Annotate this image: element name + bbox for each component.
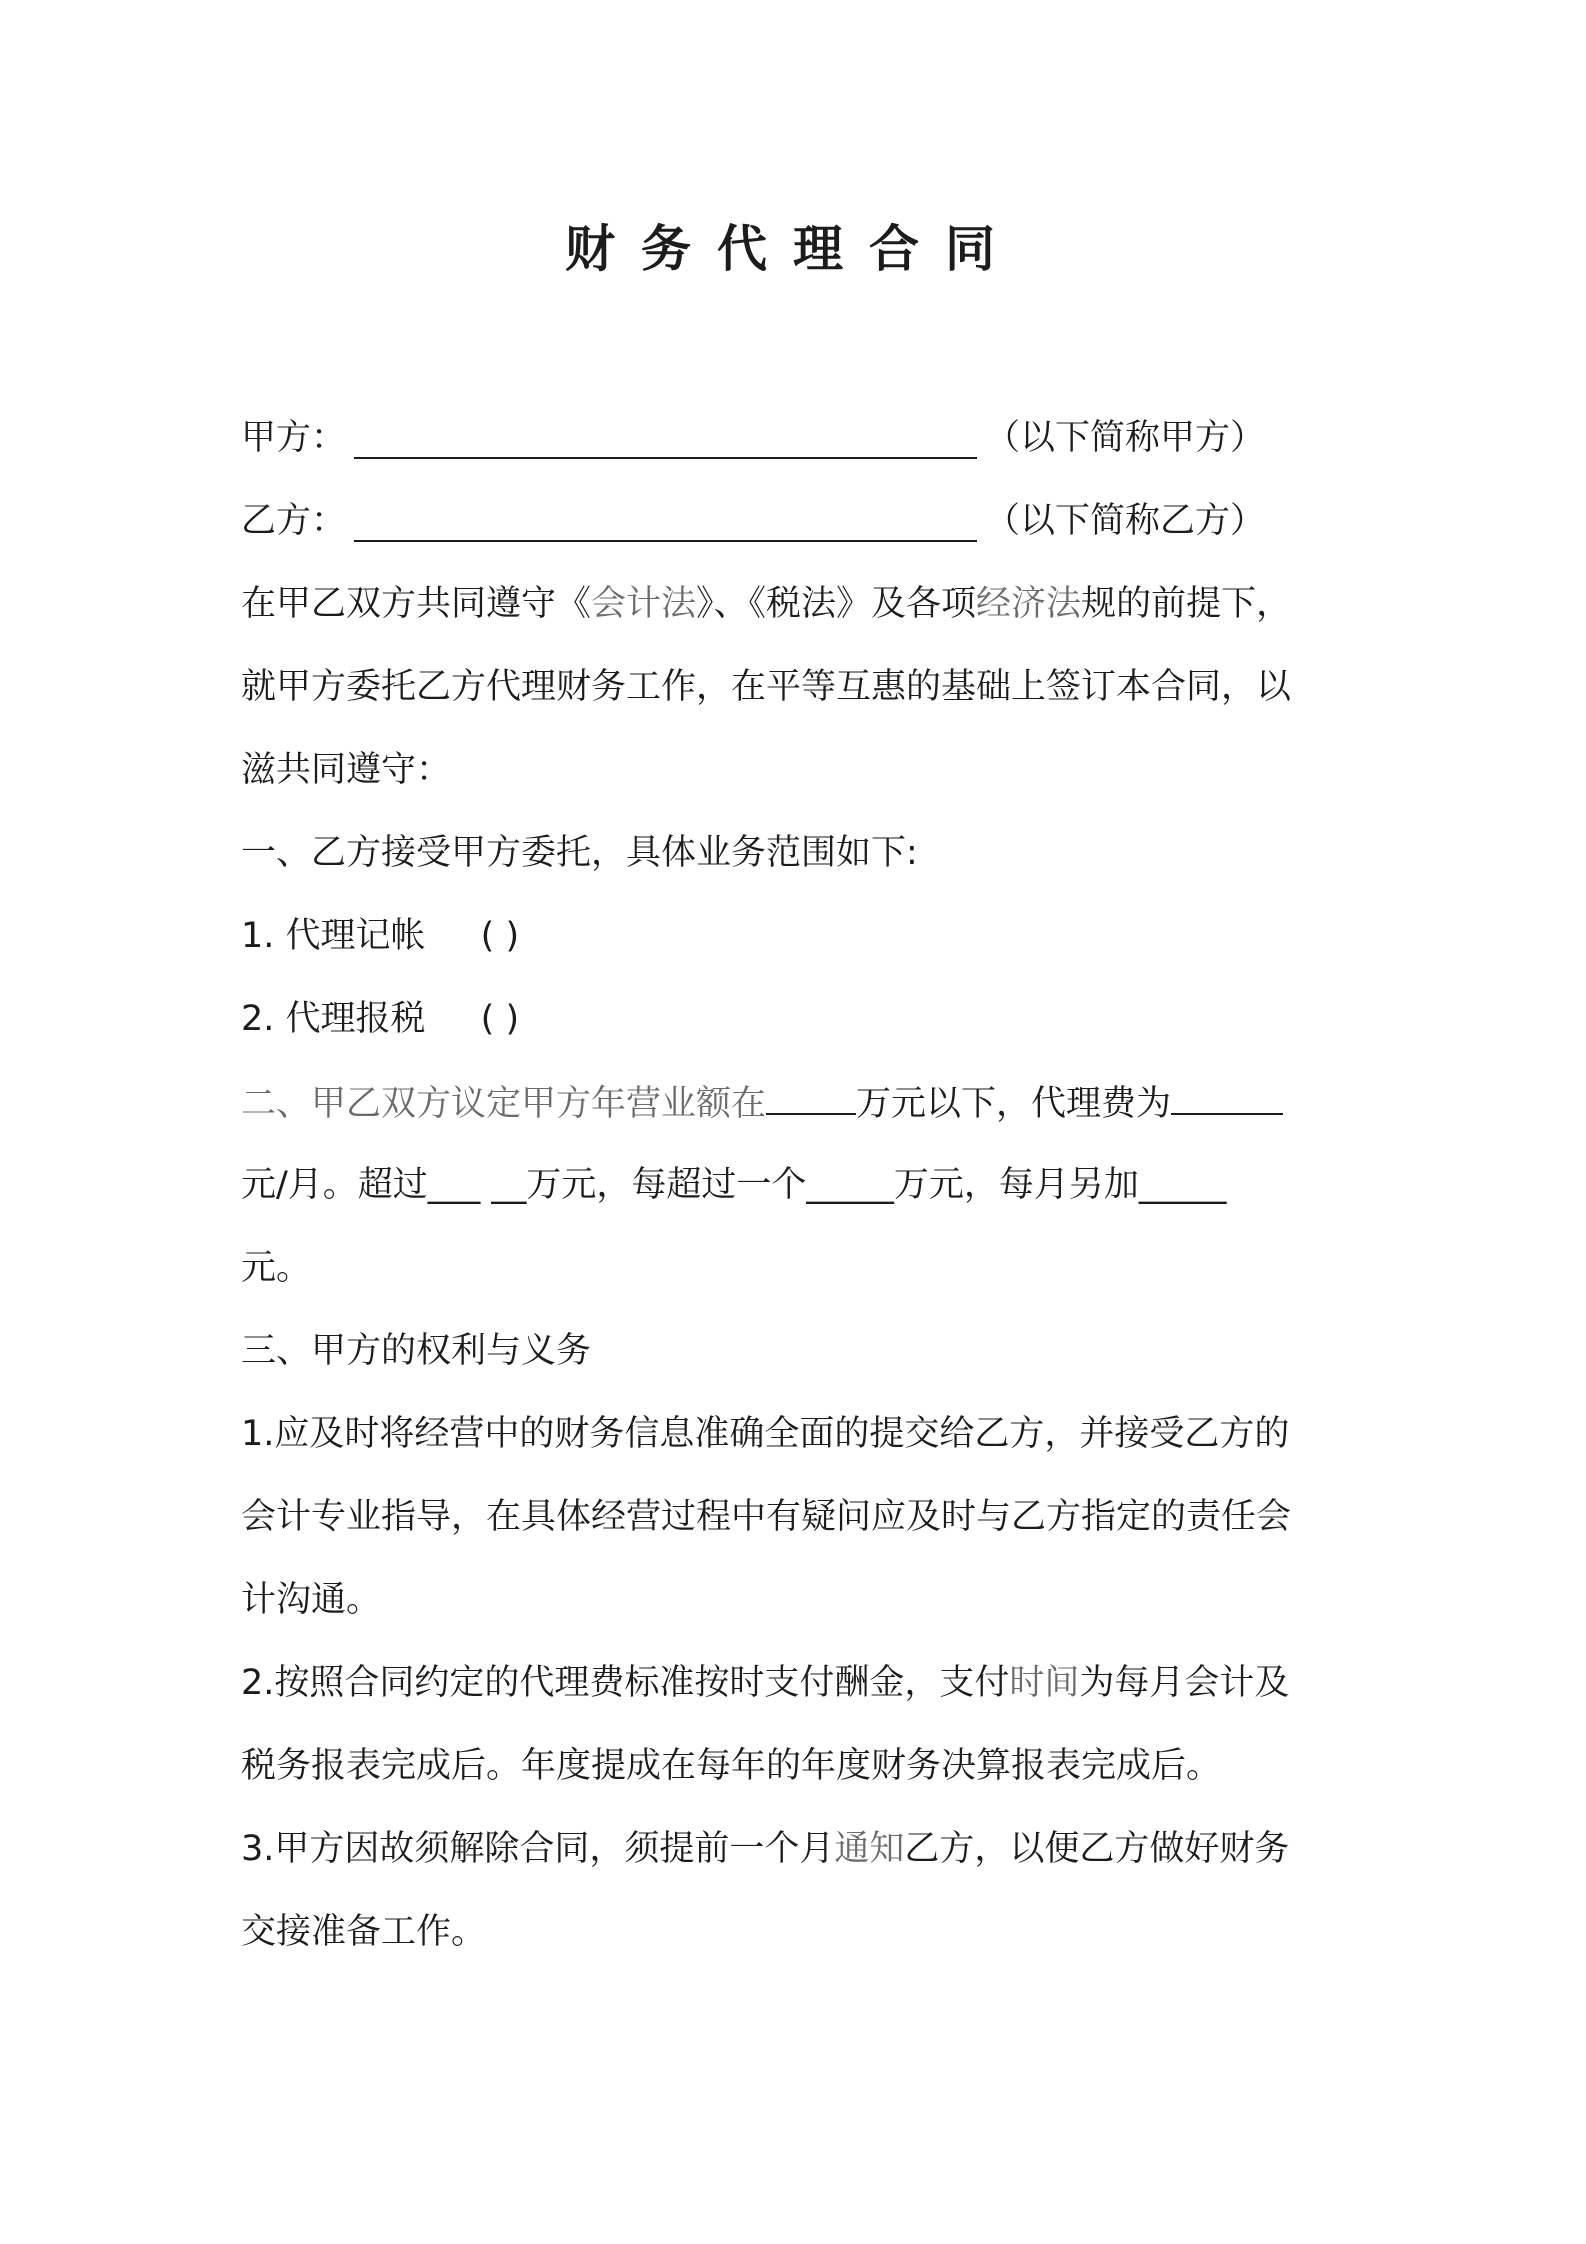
- intro-text: 规的前提下，: [1081, 584, 1292, 624]
- obligation-text: 为每月会计及: [1079, 1663, 1290, 1703]
- section-2-line-1: [241, 1077, 1283, 1129]
- party-a-label: 甲方：: [241, 418, 347, 458]
- economic-law-link[interactable]: 经济法: [976, 584, 1082, 624]
- party-b-note: （以下简称乙方）: [985, 501, 1266, 541]
- accounting-law-link[interactable]: 会计法: [591, 584, 697, 624]
- fee-blank[interactable]: [1171, 1077, 1283, 1115]
- party-a-note: （以下简称甲方）: [985, 418, 1266, 458]
- scope-item-bookkeeping: [241, 911, 519, 961]
- intro-text: 》、《税法》及各项: [696, 584, 977, 624]
- scope-item-checkbox[interactable]: ( ): [480, 916, 520, 956]
- section-1-heading: 一、乙方接受甲方委托，具体业务范围如下:: [241, 833, 918, 873]
- obligation-text: 2.按照合同约定的代理费标准按时支付酬金，支付: [241, 1663, 1010, 1703]
- intro-line-1: [241, 579, 1291, 629]
- section-3-heading: 三、甲方的权利与义务: [241, 1331, 592, 1371]
- fee-text: 二、甲乙双方议定甲方年营业额在: [241, 1084, 767, 1124]
- obligation-1-line-1: 1.应及时将经营中的财务信息准确全面的提交给乙方，并接受乙方的: [241, 1414, 1290, 1454]
- obligation-1-line-3: 计沟通。: [241, 1580, 382, 1620]
- party-b-blank[interactable]: [354, 540, 977, 542]
- scope-item-label: 1. 代理记帐: [241, 916, 426, 956]
- obligation-1-line-2: 会计专业指导，在具体经营过程中有疑问应及时与乙方指定的责任会: [241, 1497, 1292, 1537]
- scope-item-label: 2. 代理报税: [241, 999, 426, 1039]
- party-a-row: [241, 413, 1266, 463]
- page-title: 财务代理合同: [565, 220, 1021, 278]
- fee-text: 万元以下，代理费为: [856, 1084, 1172, 1124]
- scope-item-tax-filing: [241, 994, 519, 1044]
- party-b-row: [241, 496, 1266, 546]
- party-b-label: 乙方：: [241, 501, 347, 541]
- intro-text: 在甲乙双方共同遵守《: [241, 584, 592, 624]
- obligation-text: 乙方，以便乙方做好财务: [904, 1829, 1290, 1869]
- party-a-blank[interactable]: [354, 457, 977, 459]
- time-link[interactable]: 时间: [1009, 1663, 1080, 1703]
- section-2-line-2: 元/月。超过___ __万元，每超过一个_____万元，每月另加_____: [241, 1165, 1227, 1205]
- intro-line-2: 就甲方委托乙方代理财务工作，在平等互惠的基础上签订本合同，以: [241, 667, 1292, 707]
- section-2-line-3: 元。: [241, 1248, 312, 1288]
- intro-line-3: 滋共同遵守：: [241, 750, 452, 790]
- obligation-text: 3.甲方因故须解除合同，须提前一个月: [241, 1829, 835, 1869]
- obligation-3-line-1: [241, 1824, 1289, 1874]
- obligation-2-line-2: 税务报表完成后。年度提成在每年的年度财务决算报表完成后。: [241, 1746, 1222, 1786]
- turnover-blank[interactable]: [766, 1077, 856, 1115]
- obligation-3-line-2: 交接准备工作。: [241, 1912, 487, 1952]
- obligation-2-line-1: [241, 1658, 1289, 1708]
- scope-item-checkbox[interactable]: ( ): [480, 999, 520, 1039]
- notice-link[interactable]: 通知: [834, 1829, 905, 1869]
